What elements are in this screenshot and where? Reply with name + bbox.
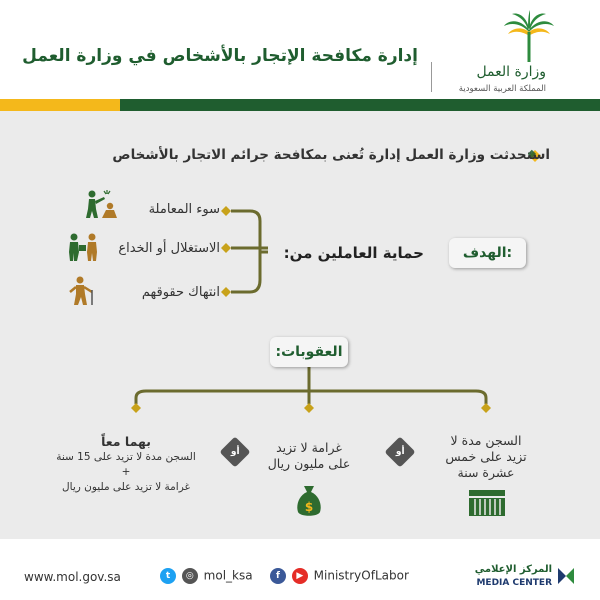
header-band <box>0 99 600 111</box>
exploitation-icon <box>66 232 100 262</box>
penalty-both <box>36 433 216 495</box>
penalty-prison-line: تزيد على خمس <box>445 449 527 464</box>
penalties-label: العقوبات: <box>270 337 348 367</box>
facebook-icon[interactable]: f <box>270 568 286 584</box>
intro-text: استحدثت وزارة العمل إدارة تُعنى بمكافحة جرائم الاتجار بالأشخاص <box>112 147 550 163</box>
logo-name: وزارة العمل <box>476 64 546 80</box>
goal-item-exploitation: الاستغلال أو الخداع <box>118 241 220 256</box>
penalty-both-line2: غرامة لا تزيد على مليون ريال <box>62 481 190 493</box>
instagram-icon[interactable]: ◎ <box>182 568 198 584</box>
media-center-ar: المركز الإعلامي <box>474 564 552 575</box>
goal-label: الهدف: <box>449 238 526 268</box>
media-center-en: MEDIA CENTER <box>476 578 552 588</box>
header <box>0 0 600 98</box>
rights-violation-icon <box>66 276 98 306</box>
prison-icon <box>467 488 507 518</box>
website-link[interactable]: www.mol.gov.sa <box>24 570 121 584</box>
penalty-prison-line: عشرة سنة <box>457 465 515 480</box>
svg-text:$: $ <box>304 500 314 514</box>
logo-divider <box>431 62 432 92</box>
footer <box>0 548 600 600</box>
social-ministryoflabor[interactable] <box>270 568 409 584</box>
or-label: أو <box>230 447 240 457</box>
band-yellow <box>0 99 120 111</box>
penalty-prison-line: السجن مدة لا <box>450 433 522 448</box>
youtube-icon[interactable]: ▶ <box>292 568 308 584</box>
page-title: إدارة مكافحة الإتجار بالأشخاص في وزارة العمل <box>22 46 418 66</box>
penalty-both-heading: بهما معاً <box>101 434 151 449</box>
mistreatment-icon <box>84 189 118 219</box>
media-center-logo <box>476 564 576 592</box>
penalty-fine-line: غرامة لا تزيد <box>276 440 342 455</box>
band-green <box>120 99 600 111</box>
palm-tree-icon <box>502 10 556 64</box>
media-center-icon <box>556 566 576 586</box>
ministry-logo <box>436 10 586 100</box>
penalty-both-line1: السجن مدة لا تزيد على 15 سنة <box>56 451 196 463</box>
twitter-icon[interactable]: t <box>160 568 176 584</box>
social-handle: mol_ksa <box>203 568 253 583</box>
penalty-fine-line: على مليون ريال <box>267 456 351 471</box>
penalty-fine <box>256 440 362 472</box>
goal-item-rights-violation: انتهاك حقوقهم <box>141 285 220 300</box>
or-label: أو <box>395 447 405 457</box>
social-mol-ksa[interactable] <box>160 568 253 584</box>
logo-subtitle: المملكة العربية السعودية <box>458 84 546 94</box>
penalty-prison <box>436 433 536 481</box>
money-bag-icon <box>294 484 324 518</box>
goal-item-mistreatment: سوء المعاملة <box>148 202 220 217</box>
penalty-both-plus: + <box>121 466 131 478</box>
goal-text: حماية العاملين من: <box>283 244 424 262</box>
social-handle: MinistryOfLabor <box>313 568 409 583</box>
